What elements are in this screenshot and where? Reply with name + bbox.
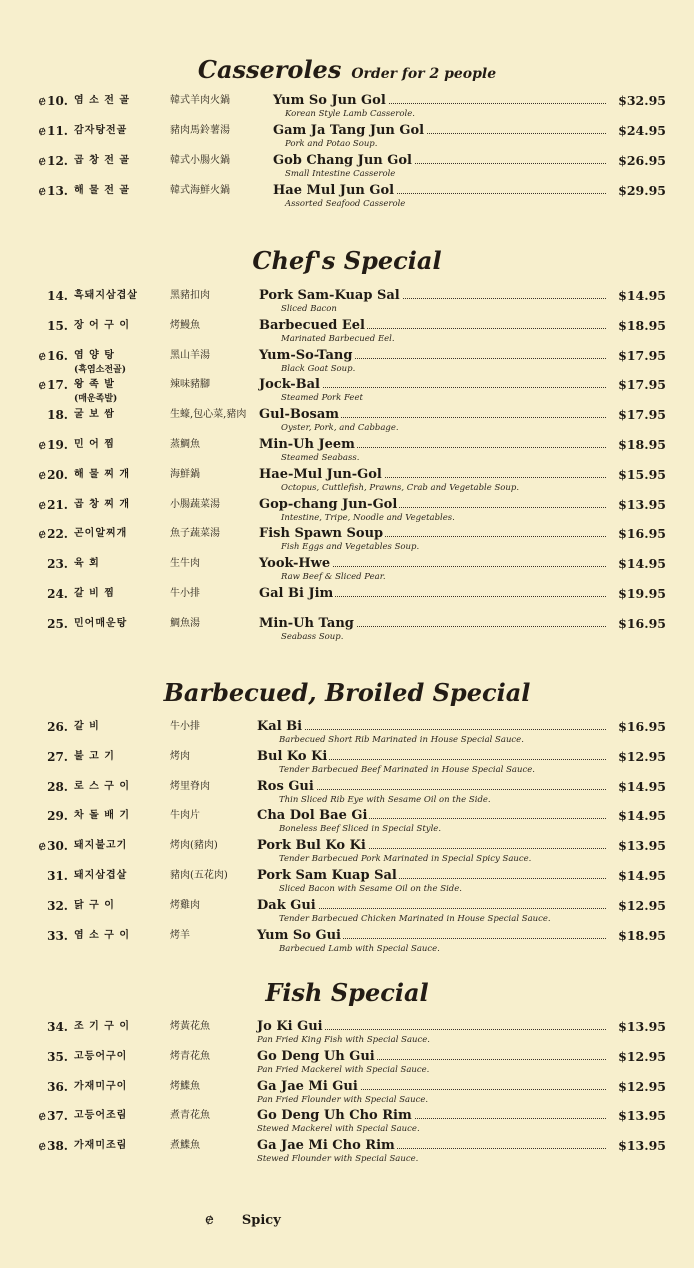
item-number-text: 31. [47, 869, 68, 883]
menu-item [0, 1049, 694, 1079]
item-price: $17.95 [606, 407, 666, 423]
menu-item [0, 719, 694, 749]
item-number-text: 16. [47, 348, 68, 363]
item-number-text: 38. [47, 1139, 68, 1154]
menu-item-line [0, 838, 694, 854]
item-description: Tender Barbecued Chicken Marinated in House Special Sauce. [279, 913, 551, 924]
item-korean-name: 돼지불고기 [74, 840, 128, 852]
item-price: $17.95 [606, 348, 666, 364]
menu-item [0, 153, 694, 183]
item-number-text: 27. [47, 749, 68, 764]
item-price: $26.95 [606, 153, 666, 169]
item-number-text: 28. [47, 779, 68, 794]
item-chinese-name: 烤羊 [170, 929, 190, 941]
item-name: Ga Jae Mi Cho Rim [257, 1138, 395, 1154]
menu-item [0, 898, 694, 928]
menu-item-line [0, 407, 694, 423]
menu-item-line [0, 288, 694, 304]
menu-item-line [0, 318, 694, 334]
dot-leader [297, 1029, 610, 1030]
menu-item [0, 437, 694, 467]
dot-leader [299, 596, 610, 597]
item-korean-name: 곱 창 찌 개 [74, 498, 131, 510]
item-number [0, 318, 68, 334]
item-chinese-name: 韓式羊肉火鍋 [170, 95, 230, 106]
item-chinese-name: 烤肉 [170, 750, 190, 762]
item-name: Ros Gui [257, 778, 314, 794]
menu-item [0, 467, 694, 497]
dot-leader [297, 789, 610, 790]
item-price: $12.95 [606, 898, 666, 914]
spicy-icon: ɇ [38, 1109, 47, 1125]
item-chinese-name: 烤肉(豬肉) [170, 840, 218, 852]
menu-item-line [0, 1108, 694, 1124]
item-chinese-name: 韓式海鮮火鍋 [170, 185, 230, 196]
item-korean-name: 염 소 전 골 [74, 95, 131, 106]
item-name: Pork Sam Kuap Sal [257, 868, 397, 883]
item-korean-name: 굴 보 쌈 [74, 409, 115, 421]
item-number-text: 17. [47, 378, 68, 393]
spicy-icon: ɇ [38, 527, 47, 543]
item-number [0, 93, 68, 110]
item-name: Gul-Bosam [259, 407, 340, 423]
item-korean-subname: (매운족발) [74, 394, 118, 405]
item-chinese-name: 黑豬扣肉 [170, 290, 210, 301]
item-number-text: 22. [47, 527, 68, 542]
item-number-text: 35. [47, 1049, 68, 1064]
menu-item [0, 1138, 694, 1168]
menu-item [0, 779, 694, 809]
spicy-icon: ɇ [38, 839, 47, 855]
item-name: Yum-So-Tang [259, 347, 353, 363]
item-number [0, 1079, 68, 1095]
item-description: Pan Fried King Fish with Special Sauce. [257, 1035, 430, 1045]
item-korean-name: 조 기 구 이 [74, 1021, 131, 1032]
item-chinese-name: 辣味豬腳 [170, 379, 210, 391]
menu-item [0, 1108, 694, 1138]
item-korean-name: 갈 비 [74, 721, 100, 732]
item-number [0, 586, 68, 602]
menu-item [0, 616, 694, 646]
item-price: $12.95 [606, 1079, 666, 1095]
menu-item [0, 288, 694, 318]
item-name: Yum So Jun Gol [273, 93, 386, 108]
item-name: Gal Bi Jim [259, 586, 334, 601]
item-chinese-name: 牛小排 [170, 588, 200, 599]
item-name: Kal Bi [257, 719, 303, 734]
spicy-icon: ɇ [38, 1139, 47, 1155]
item-price: $18.95 [606, 928, 666, 944]
item-korean-name: 염 양 탕 [74, 349, 115, 361]
item-chinese-name: 豬肉馬鈴薯湯 [170, 125, 230, 136]
item-number [0, 838, 68, 855]
item-name: Gop-chang Jun-Gol [259, 496, 398, 512]
spicy-icon: ɇ [38, 497, 47, 513]
menu-item-line [0, 1079, 694, 1095]
menu-item [0, 556, 694, 586]
item-korean-name: 해 물 전 골 [74, 185, 131, 196]
section-title-text: Fish Special [265, 978, 429, 1007]
menu-item-line [0, 808, 694, 824]
menu-item-line [0, 1138, 694, 1154]
menu-item [0, 1019, 694, 1049]
item-number-text: 29. [47, 809, 68, 824]
menu-item [0, 183, 694, 213]
dot-leader [299, 417, 610, 418]
menu-item-line [0, 556, 694, 572]
menu-item-line [0, 719, 694, 735]
item-korean-name: 곤이알찌개 [74, 528, 128, 540]
item-chinese-name: 煮青花魚 [170, 1110, 210, 1122]
item-chinese-name: 鯛魚湯 [170, 617, 200, 629]
item-chinese-name: 烤黃花魚 [170, 1021, 210, 1032]
item-price: $16.95 [606, 526, 666, 542]
item-name: Pork Bul Ko Ki [257, 838, 366, 854]
item-korean-subname: (흑염소전골) [74, 364, 126, 375]
menu-item [0, 749, 694, 779]
item-description: Stewed Mackerel with Special Sauce. [257, 1124, 420, 1135]
spicy-icon: ɇ [38, 124, 47, 139]
item-price: $17.95 [606, 377, 666, 393]
item-number [0, 808, 68, 824]
spicy-icon: ɇ [38, 348, 47, 364]
item-korean-name: 돼지삼겹살 [74, 870, 128, 881]
item-number [0, 898, 68, 914]
item-name: Min-Uh Jeem [259, 437, 355, 452]
item-korean-name: 가재미조림 [74, 1140, 128, 1152]
item-number-text: 12. [47, 154, 68, 168]
section-title-text: Chef's Special [252, 246, 442, 275]
item-chinese-name: 烤雞肉 [170, 899, 200, 911]
item-korean-name: 왕 족 발 [74, 379, 115, 391]
item-description: Barbecued Lamb with Special Sauce. [279, 943, 440, 954]
item-description: Pan Fried Mackerel with Special Sauce. [257, 1064, 430, 1075]
item-price: $15.95 [606, 467, 666, 483]
item-number [0, 1019, 68, 1035]
menu-item [0, 407, 694, 437]
item-price: $14.95 [606, 288, 666, 304]
item-korean-name: 가재미구이 [74, 1080, 128, 1092]
menu-item [0, 318, 694, 348]
item-number [0, 616, 68, 632]
item-number [0, 1049, 68, 1065]
menu-item-line [0, 1019, 694, 1035]
item-price: $13.95 [606, 497, 666, 513]
item-name: Bul Ko Ki [257, 748, 328, 764]
dot-leader [297, 729, 610, 730]
item-number [0, 437, 68, 454]
item-description: Seabass Soup. [281, 631, 344, 642]
item-name: Dak Gui [257, 897, 316, 913]
menu-item-line [0, 898, 694, 914]
section-title-text: Barbecued, Broiled Special [163, 678, 531, 707]
dot-leader [297, 938, 610, 939]
item-number [0, 497, 68, 514]
item-number [0, 1108, 68, 1125]
item-chinese-name: 小腸蔬菜湯 [170, 498, 220, 510]
item-chinese-name: 蒸鯛魚 [170, 439, 200, 450]
item-korean-name: 염 소 구 이 [74, 929, 131, 941]
section-title [0, 246, 694, 275]
menu-item [0, 123, 694, 153]
item-name: Min-Uh Tang [259, 615, 354, 631]
item-number-text: 36. [47, 1079, 68, 1094]
item-chinese-name: 韓式小腸火鍋 [170, 155, 230, 166]
item-korean-name: 고등어구이 [74, 1050, 128, 1062]
item-name: Cha Dol Bae Gi [257, 808, 368, 824]
spicy-icon: ɇ [38, 184, 47, 199]
item-number-text: 11. [47, 124, 68, 138]
menu-item [0, 526, 694, 556]
item-chinese-name: 牛小排 [170, 721, 200, 732]
item-number [0, 183, 68, 200]
item-price: $32.95 [606, 93, 666, 109]
item-name: Pork Sam-Kuap Sal [259, 288, 400, 303]
spicy-legend-label: Spicy [241, 1213, 281, 1228]
item-number [0, 556, 68, 572]
item-description: Stewed Flounder with Special Sauce. [257, 1154, 419, 1165]
menu-item-line [0, 586, 694, 602]
item-number-text: 14. [47, 289, 68, 303]
item-price: $14.95 [606, 868, 666, 884]
menu-item [0, 93, 694, 123]
section-title-text: Casseroles [197, 55, 342, 84]
item-name: Ga Jae Mi Gui [257, 1078, 358, 1094]
item-price: $16.95 [606, 719, 666, 735]
item-korean-name: 차 돌 배 기 [74, 810, 131, 822]
item-korean-name: 닭 구 이 [74, 899, 115, 911]
item-chinese-name: 煮鰈魚 [170, 1140, 200, 1152]
item-chinese-name: 生牛肉 [170, 558, 200, 570]
item-korean-name: 불 고 기 [74, 750, 115, 762]
item-name: Go Deng Uh Gui [257, 1048, 375, 1064]
item-chinese-name: 烤里脊肉 [170, 780, 210, 792]
item-description: Boneless Beef Sliced in Special Style. [279, 824, 442, 835]
item-name: Fish Spawn Soup [259, 526, 384, 542]
item-price: $18.95 [606, 437, 666, 453]
item-price: $13.95 [606, 1138, 666, 1154]
item-description: Thin Sliced Rib Eye with Sesame Oil on the Side. [279, 794, 491, 805]
item-price: $18.95 [606, 318, 666, 334]
spicy-icon: ɇ [38, 438, 47, 453]
item-price: $12.95 [606, 749, 666, 765]
item-number [0, 348, 68, 365]
item-name: Gob Chang Jun Gol [273, 153, 412, 168]
item-number-text: 24. [47, 587, 68, 601]
item-name: Hae Mul Jun Gol [273, 183, 395, 198]
item-korean-name: 곱 창 전 골 [74, 155, 131, 166]
item-price: $13.95 [606, 1019, 666, 1035]
menu-item-line [0, 928, 694, 944]
item-chinese-name: 魚子蔬菜湯 [170, 528, 220, 540]
menu-item-line [0, 779, 694, 795]
item-name: Yum So Gui [257, 927, 341, 943]
item-number [0, 123, 68, 140]
dot-leader [299, 387, 610, 388]
item-chinese-name: 豬肉(五花肉) [170, 870, 228, 881]
item-name: Jo Ki Gui [257, 1019, 323, 1034]
item-chinese-name: 烤鰻魚 [170, 319, 200, 331]
item-description: Korean Style Lamb Casserole. [285, 109, 415, 119]
item-description: Sliced Bacon [281, 304, 337, 314]
item-number-text: 18. [47, 408, 68, 423]
item-number-text: 30. [47, 839, 68, 854]
menu-item [0, 497, 694, 527]
item-price: $14.95 [606, 808, 666, 824]
item-number [0, 868, 68, 884]
item-korean-name: 흑돼지삼겹살 [74, 290, 138, 301]
item-korean-name: 육 회 [74, 558, 100, 570]
item-price: $29.95 [606, 183, 666, 199]
item-chinese-name: 烤鰈魚 [170, 1080, 200, 1092]
menu-item [0, 586, 694, 616]
item-name: Jock-Bal [259, 377, 320, 393]
item-description: Intestine, Tripe, Noodle and Vegetables. [281, 512, 455, 523]
item-name: Go Deng Uh Cho Rim [257, 1108, 412, 1124]
item-chinese-name: 黑山羊湯 [170, 349, 210, 361]
item-korean-name: 해 물 찌 개 [74, 468, 131, 480]
menu-item-line [0, 437, 694, 453]
item-price: $19.95 [606, 586, 666, 602]
item-korean-name: 민 어 찜 [74, 439, 115, 450]
dot-leader [297, 759, 610, 760]
spicy-legend [205, 1210, 281, 1228]
item-number-text: 13. [47, 184, 68, 198]
item-number [0, 526, 68, 543]
menu-item-line [0, 1049, 694, 1065]
menu-item-line [0, 467, 694, 483]
menu-item-line [0, 868, 694, 884]
item-number [0, 1138, 68, 1155]
spicy-icon: ɇ [38, 378, 47, 394]
item-price: $13.95 [606, 1108, 666, 1124]
item-description: Oyster, Pork, and Cabbage. [281, 423, 399, 434]
item-number [0, 467, 68, 484]
item-number-text: 23. [47, 557, 68, 572]
menu-item-line [0, 616, 694, 632]
item-price: $16.95 [606, 616, 666, 632]
item-description: Tender Barbecued Beef Marinated in House Special Sauce. [279, 764, 535, 775]
item-description: Steamed Pork Feet [281, 393, 363, 404]
menu-item-line [0, 526, 694, 542]
menu-item [0, 838, 694, 868]
item-number [0, 928, 68, 944]
item-description: Pan Fried Flounder with Special Sauce. [257, 1094, 429, 1105]
item-description: Marinated Barbecued Eel. [281, 333, 395, 344]
item-number-text: 26. [47, 720, 68, 734]
item-description: Octopus, Cuttlefish, Prawns, Crab and Vegetable Soup. [281, 482, 520, 493]
item-number [0, 407, 68, 423]
menu-item [0, 377, 694, 407]
item-description: Steamed Seabass. [281, 453, 360, 463]
item-number [0, 288, 68, 304]
item-korean-name: 감자탕전골 [74, 125, 128, 136]
item-price: $14.95 [606, 779, 666, 795]
menu-item-line [0, 183, 694, 199]
item-name: Gam Ja Tang Jun Gol [273, 123, 425, 138]
item-korean-name: 장 어 구 이 [74, 319, 131, 331]
item-number-text: 21. [47, 497, 68, 512]
menu-item [0, 808, 694, 838]
dot-leader [297, 908, 610, 909]
item-number-text: 15. [47, 318, 68, 333]
item-number-text: 25. [47, 616, 68, 631]
item-name: Yook-Hwe [259, 556, 331, 572]
item-korean-name: 로 스 구 이 [74, 780, 131, 792]
item-number [0, 749, 68, 765]
menu-item-line [0, 153, 694, 169]
menu-item [0, 928, 694, 958]
item-description: Raw Beef & Sliced Pear. [281, 572, 386, 583]
item-chinese-name: 海鮮鍋 [170, 468, 200, 480]
item-description: Tender Barbecued Pork Marinated in Special Spicy Sauce. [279, 854, 532, 865]
section-subtitle: Order for 2 people [351, 66, 497, 82]
item-number-text: 10. [47, 94, 68, 108]
item-korean-name: 민어매운탕 [74, 617, 128, 629]
menu-item [0, 868, 694, 898]
item-number-text: 32. [47, 898, 68, 913]
spicy-icon: ɇ [38, 94, 47, 109]
item-description: Small Intestine Casserole [285, 169, 396, 179]
item-number [0, 719, 68, 735]
spicy-icon: ɇ [38, 154, 47, 169]
item-number [0, 153, 68, 170]
item-chinese-name: 生蠔,包心菜,豬肉 [170, 409, 247, 421]
item-chinese-name: 烤青花魚 [170, 1050, 210, 1062]
item-name: Hae-Mul Jun-Gol [259, 466, 382, 482]
item-number [0, 377, 68, 394]
item-price: $24.95 [606, 123, 666, 139]
menu-item-line [0, 497, 694, 513]
menu-item-line [0, 749, 694, 765]
menu-item-line [0, 123, 694, 139]
item-description: Barbecued Short Rib Marinated in House Special Sauce. [279, 735, 524, 745]
menu-item-line [0, 93, 694, 109]
item-description: Black Goat Soup. [281, 363, 356, 374]
item-description: Assorted Seafood Casserole [285, 199, 406, 209]
menu-item [0, 348, 694, 378]
menu-item [0, 1079, 694, 1109]
section-title [0, 55, 694, 84]
item-price: $12.95 [606, 1049, 666, 1065]
spicy-icon: ɇ [38, 467, 47, 483]
item-korean-name: 갈 비 찜 [74, 588, 115, 599]
item-name: Barbecued Eel [259, 317, 365, 333]
section-title [0, 978, 694, 1007]
item-korean-name: 고등어조림 [74, 1110, 128, 1122]
section-title [0, 678, 694, 707]
item-number-text: 33. [47, 928, 68, 943]
item-number-text: 20. [47, 467, 68, 482]
dot-leader [299, 566, 610, 567]
item-number [0, 779, 68, 795]
item-price: $14.95 [606, 556, 666, 572]
spicy-icon: ɇ [205, 1210, 214, 1228]
item-number-text: 19. [47, 438, 68, 452]
item-description: Pork and Potao Soup. [285, 139, 378, 149]
item-price: $13.95 [606, 838, 666, 854]
item-description: Fish Eggs and Vegetables Soup. [281, 542, 420, 553]
item-description: Sliced Bacon with Sesame Oil on the Side. [279, 884, 462, 894]
item-number-text: 37. [47, 1109, 68, 1124]
item-chinese-name: 牛肉片 [170, 810, 200, 822]
item-number-text: 34. [47, 1020, 68, 1034]
